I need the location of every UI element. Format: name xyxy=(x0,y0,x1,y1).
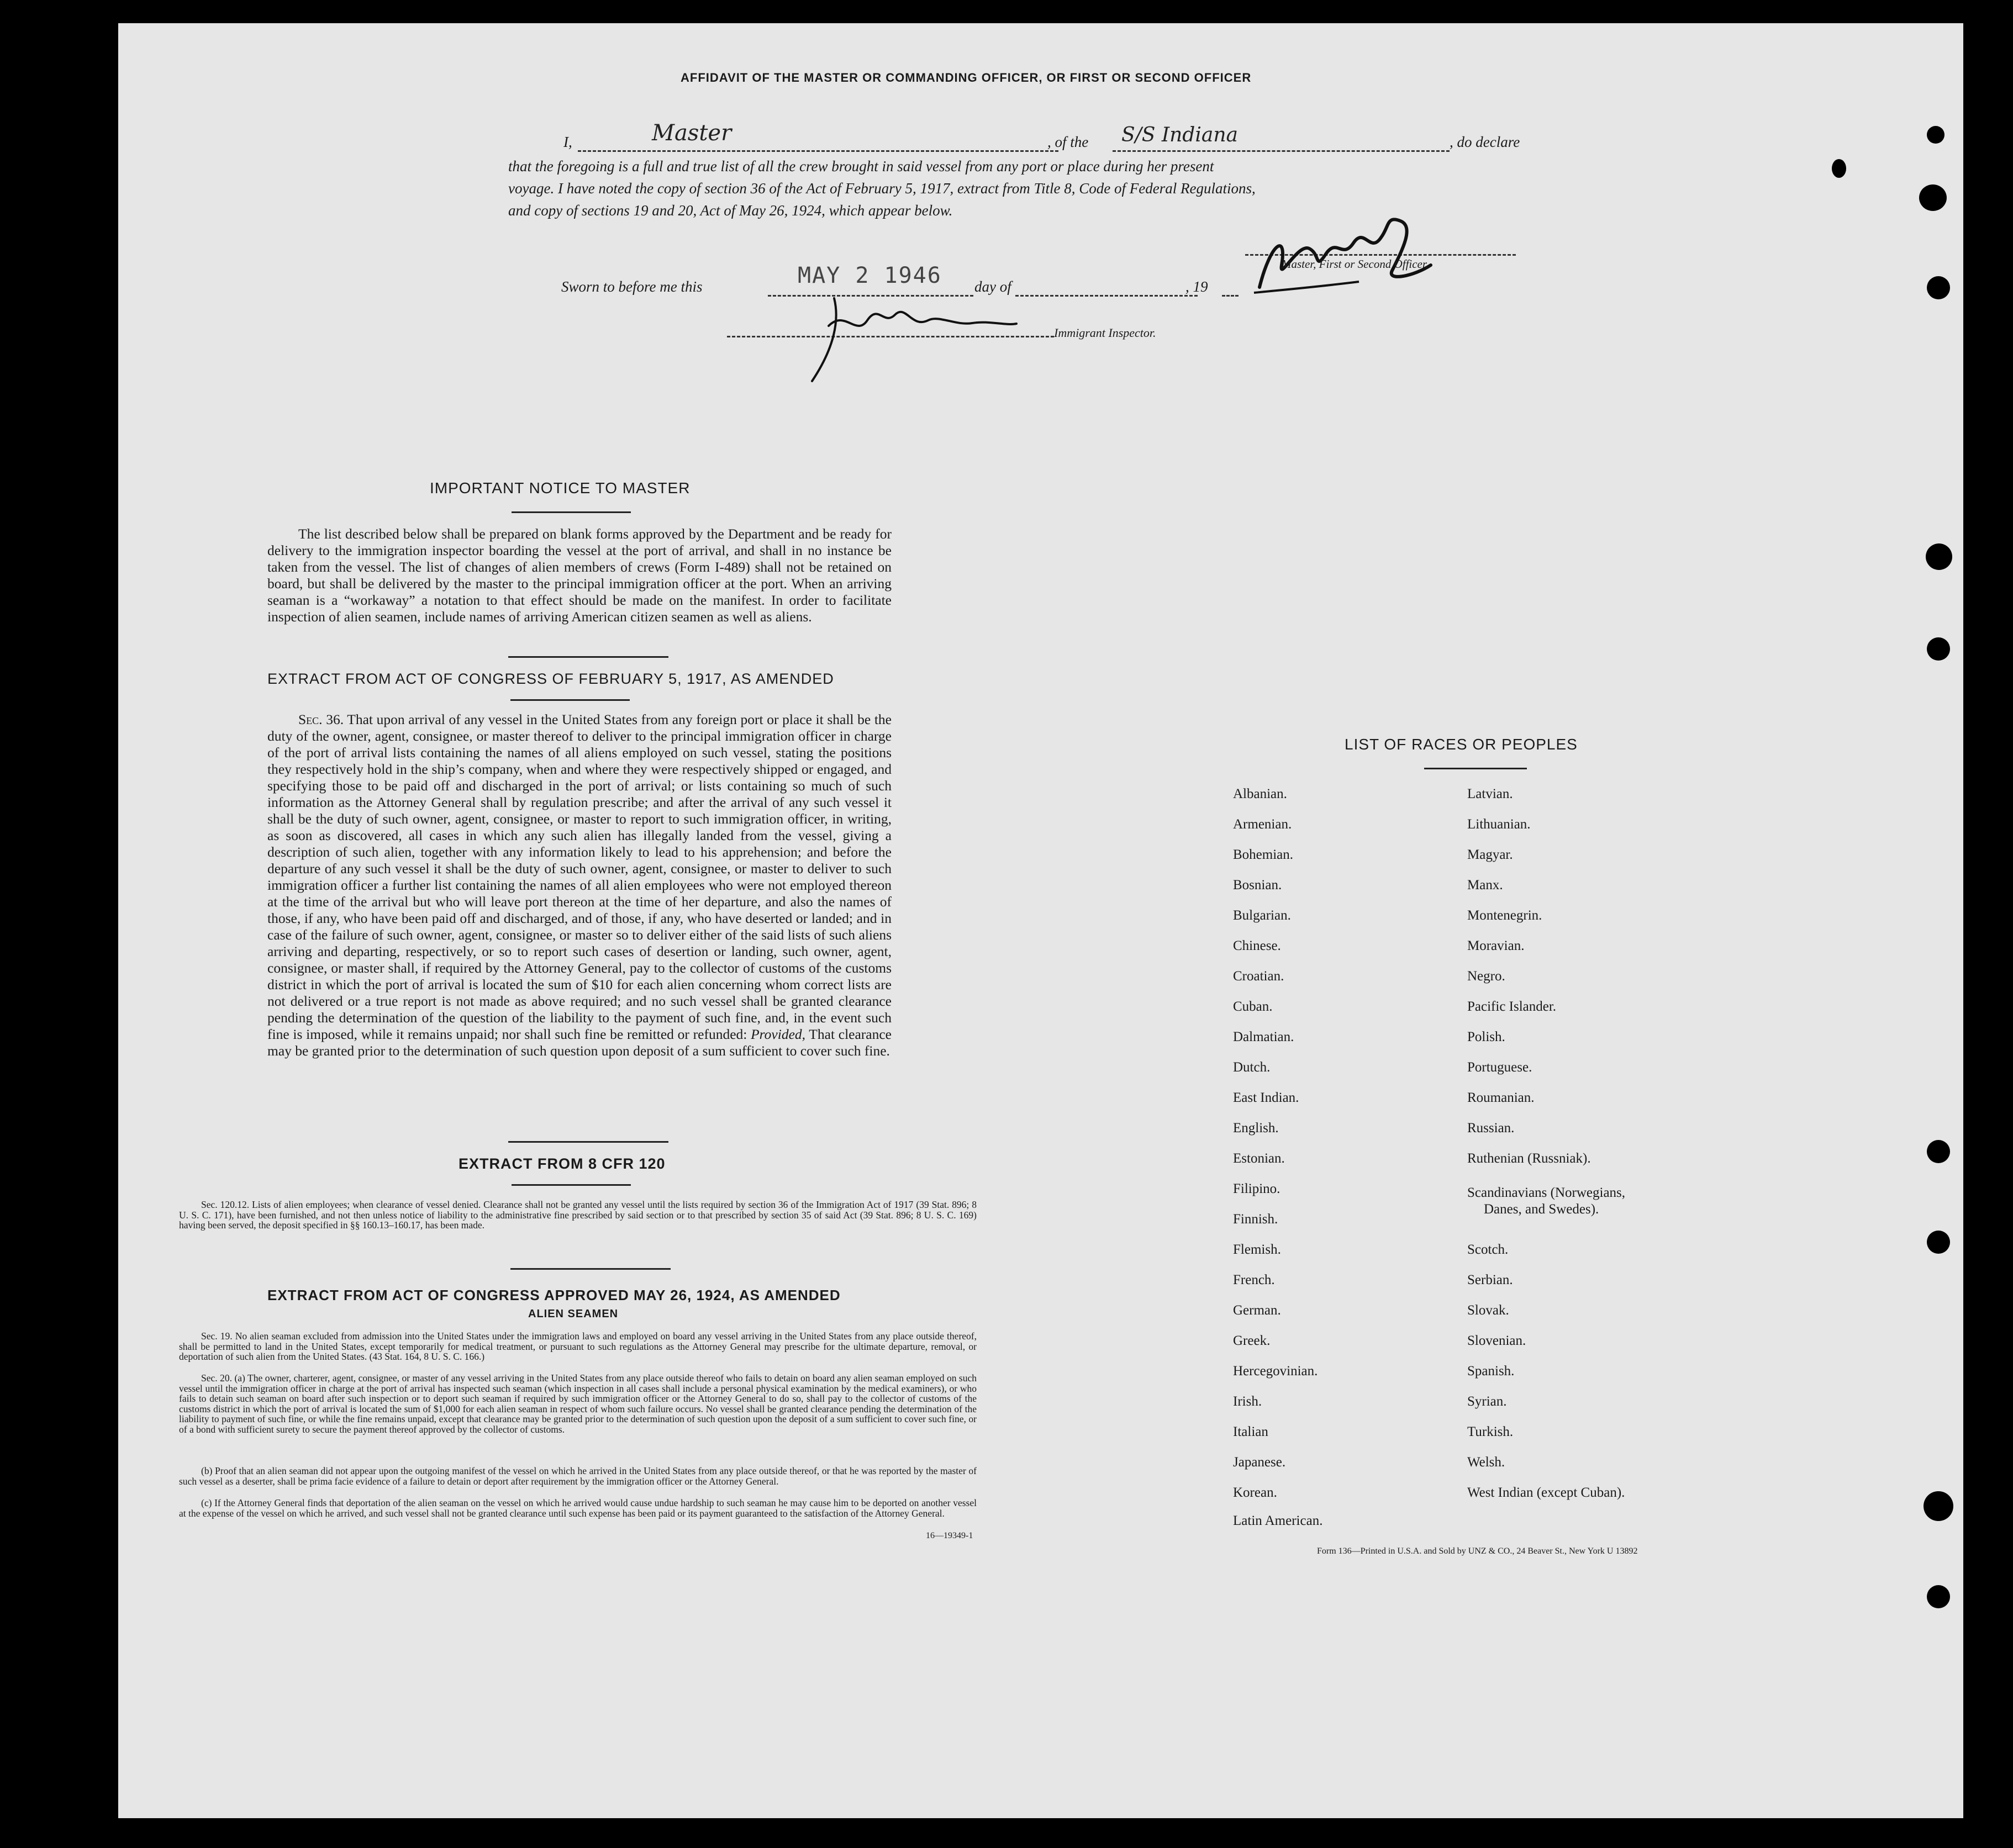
sworn-month-field xyxy=(1015,278,1198,297)
punch-hole xyxy=(1927,1140,1950,1163)
race-left: Hercegovinian. xyxy=(1233,1364,1318,1379)
race-right: Welsh. xyxy=(1467,1455,1505,1470)
race-right: Latvian. xyxy=(1467,786,1513,801)
notice-text: The list described below shall be prepared on blank forms approved by the Department and be ready for delivery to the immigration inspector boarding the vessel at the port of arrival, and shall in no instance be taken from the vessel. The list of changes of alien members of crews (Form I-489) shall not be retained on board, but shall be delivered by the master to the principal immigration officer at the port. When an arriving seaman is a “workaway” a notation to that effect should be made on the manifest. In order to facilitate inspection of alien seamen, include names of arriving American citizen seamen as well as aliens. xyxy=(267,526,892,625)
race-right: Portuguese. xyxy=(1467,1060,1532,1075)
race-right: Slovenian. xyxy=(1467,1333,1526,1348)
race-right: Syrian. xyxy=(1467,1394,1507,1409)
race-right: Roumanian. xyxy=(1467,1090,1535,1105)
alien-seamen-subheading: ALIEN SEAMEN xyxy=(528,1308,619,1320)
punch-hole xyxy=(1832,159,1846,178)
race-right: West Indian (except Cuban). xyxy=(1467,1485,1625,1500)
inspector-signature xyxy=(795,287,1027,387)
cfr-heading: EXTRACT FROM 8 CFR 120 xyxy=(459,1155,666,1172)
race-left: Dalmatian. xyxy=(1233,1029,1294,1044)
race-right: Slovak. xyxy=(1467,1303,1509,1318)
punch-hole xyxy=(1927,276,1950,299)
race-left: Bulgarian. xyxy=(1233,908,1291,923)
race-left: Cuban. xyxy=(1233,999,1273,1014)
race-left: Armenian. xyxy=(1233,817,1292,832)
sworn-year-field xyxy=(1222,278,1239,297)
race-left: Chinese. xyxy=(1233,938,1281,953)
punch-hole xyxy=(1924,1491,1953,1521)
race-right: Scandinavians (Norwegians, xyxy=(1467,1185,1626,1200)
race-right: Negro. xyxy=(1467,969,1505,984)
race-right: Polish. xyxy=(1467,1029,1505,1044)
date-stamp: MAY 2 1946 xyxy=(798,263,942,288)
race-left: Irish. xyxy=(1233,1394,1262,1409)
race-right: Scotch. xyxy=(1467,1242,1509,1257)
affidavit-line-2: that the foregoing is a full and true list of all the crew brought in said vessel from any port or place during her present xyxy=(508,158,1214,175)
section-20c-text: (c) If the Attorney General finds that deportation of the alien seaman on the vessel on which he arrived would cause undue hardship to such seaman he may cause him to be deported on another vessel at the expense of the vessel on which he arrived, and such vessel shall not be granted clearance until such expense has been paid or its payment guaranteed to the satisfaction of the Attorney General. xyxy=(179,1497,977,1519)
divider xyxy=(512,1184,631,1186)
divider xyxy=(510,1268,671,1270)
affidavit-line-3: voyage. I have noted the copy of section 36 of the Act of February 5, 1917, extract from Title 8, Code of Federal Regulations, xyxy=(508,180,1256,197)
divider xyxy=(510,699,630,701)
master-name-handwritten: Master xyxy=(652,120,732,146)
punch-hole xyxy=(1927,126,1945,144)
race-left: Estonian. xyxy=(1233,1151,1285,1166)
punch-hole xyxy=(1927,637,1950,661)
divider xyxy=(508,656,668,658)
race-left: Finnish. xyxy=(1233,1212,1278,1227)
race-left: Flemish. xyxy=(1233,1242,1281,1257)
punch-hole xyxy=(1927,1585,1950,1608)
race-left: Croatian. xyxy=(1233,969,1284,984)
race-left: French. xyxy=(1233,1273,1275,1287)
form-footer: Form 136—Printed in U.S.A. and Sold by UNZ & CO., 24 Beaver St., New York U 13892 xyxy=(1317,1546,1638,1556)
punch-hole xyxy=(1927,1231,1950,1254)
race-right: Turkish. xyxy=(1467,1424,1514,1439)
divider xyxy=(1424,768,1527,769)
cfr-text: Sec. 120.12. Lists of alien employees; when clearance of vessel denied. Clearance shall not be granted any vessel until the lists required by section 36 of the Immigration Act of 1917 (39 Stat. 896; 8 U. S. C. 171), have been furnished, and not then unless notice of liability to the administrative fine prescribed by said section or to that prescribed by section 35 of said Act (39 Stat. 896; 8 U. S. C. 169) having been served, the deposit specified in §§ 160.13–160.17, has been made. xyxy=(179,1199,977,1231)
race-right: Serbian. xyxy=(1467,1273,1513,1287)
race-left: Italian xyxy=(1233,1424,1268,1439)
form-code: 16—19349-1 xyxy=(926,1531,973,1540)
race-right: Ruthenian (Russniak). xyxy=(1467,1151,1591,1166)
sworn-line: Sworn to before me this MAY 2 1946 day of , 19 xyxy=(561,278,1522,300)
race-right: Russian. xyxy=(1467,1121,1515,1136)
extract-1924-heading: EXTRACT FROM ACT OF CONGRESS APPROVED MAY 26, 1924, AS AMENDED xyxy=(267,1287,841,1303)
race-left: Greek. xyxy=(1233,1333,1271,1348)
race-left: Latin American. xyxy=(1233,1513,1323,1528)
races-heading: LIST OF RACES OR PEOPLES xyxy=(1345,736,1578,753)
race-left: East Indian. xyxy=(1233,1090,1299,1105)
affidavit-line-4: and copy of sections 19 and 20, Act of May 26, 1924, which appear below. xyxy=(508,202,953,219)
officer-signature xyxy=(1248,210,1447,298)
race-right: Montenegrin. xyxy=(1467,908,1542,923)
race-right: Lithuanian. xyxy=(1467,817,1531,832)
race-left: English. xyxy=(1233,1121,1279,1136)
section-19-text: Sec. 19. No alien seaman excluded from admission into the United States under the immigration laws and employed on board any vessel arriving in the United States from any place outside thereof, shall be permitted to land in the United States, except temporarily for medical treatment, or pursuant to such regulations as the Attorney General may prescribe for the ultimate departure, removal, or deportation of such alien from the United States. (43 Stat. 164, 8 U. S. C. 166.) xyxy=(179,1330,977,1362)
inspector-label: Immigrant Inspector. xyxy=(1054,326,1156,340)
notice-heading: IMPORTANT NOTICE TO MASTER xyxy=(430,479,691,497)
punch-hole xyxy=(1926,543,1952,570)
race-right: Spanish. xyxy=(1467,1364,1515,1379)
race-left: Bohemian. xyxy=(1233,847,1294,862)
divider xyxy=(512,511,631,513)
race-right: Magyar. xyxy=(1467,847,1513,862)
extract-1917-heading: EXTRACT FROM ACT OF CONGRESS OF FEBRUARY 5, 1917, AS AMENDED xyxy=(267,670,834,687)
race-right: Pacific Islander. xyxy=(1467,999,1557,1014)
section-36-text: Sec. 36. That upon arrival of any vessel in the United States from any foreign port or place it shall be the duty of the owner, agent, consignee, or master thereof to deliver to the principal immigration officer in charge of the port of arrival lists containing the names of all aliens employed on such vessel, stating the positions they respectively hold in the ship’s company, when and where they were respectively shipped or engaged, and specifying those to be paid off and discharged in the port of arrival; or lists containing so much of such information as the Attorney General shall by regulation prescribe; and after the arrival of any such vessel it shall be the duty of such owner, agent, consignee, or master to report to such immigration officer, in writing, as soon as discovered, all cases in which any such alien has illegally landed from the vessel, giving a description of such alien, together with any information likely to lead to his apprehension; and before the departure of any such vessel it shall be the duty of such owner, agent, consignee, or master to deliver to such immigration officer a further list containing the names of all alien employees who were not employed thereon at the time of the arrival but who will leave port thereon at the time of her departure, and also the names of those, if any, who have been paid off and discharged, and of those, if any, who have deserted or landed; and in case of the failure of such owner, agent, consignee, or master so to deliver either of the said lists of such aliens arriving and departing, respectively, or so to report such cases of desertion or landing, such owner, agent, consignee, or master shall, if required by the Attorney General, pay to the collector of customs of the customs district in which the port of arrival is located the sum of $10 for each alien concerning whom correct lists are not delivered or a true report is not made as above required; and no such vessel shall be granted clearance pending the determination of the question of the liability to the payment of such fine, and, in the event such fine is imposed, while it remains unpaid; nor shall such fine be remitted or refunded: Provided, That clearance may be granted prior to the determination of such question upon deposit of a sum sufficient to cover such fine. xyxy=(267,711,892,1059)
race-right: Manx. xyxy=(1467,878,1503,893)
affidavit-line-1: I, Master , of the S/S Indiana , do declare xyxy=(563,134,1547,156)
divider xyxy=(508,1141,668,1143)
race-left: Bosnian. xyxy=(1233,878,1282,893)
race-left: Filipino. xyxy=(1233,1181,1280,1196)
race-left: Korean. xyxy=(1233,1485,1277,1500)
officer-label: Master, First or Second Officer. xyxy=(1282,257,1429,271)
race-right: Moravian. xyxy=(1467,938,1525,953)
race-left: German. xyxy=(1233,1303,1281,1318)
race-left: Albanian. xyxy=(1233,786,1287,801)
affidavit-heading: AFFIDAVIT OF THE MASTER OR COMMANDING OFFICER, OR FIRST OR SECOND OFFICER xyxy=(681,71,1252,85)
vessel-name-handwritten: S/S Indiana xyxy=(1121,124,1238,146)
section-20a-text: Sec. 20. (a) The owner, charterer, agent, consignee, or master of any vessel arriving in the United States from any place outside thereof who fails to detain on board any alien seaman employed on such vessel until the immigration officer in charge at the port of arrival has inspected such seaman (which inspection in all cases shall include a personal physical examination by the medical examiners), or who fails to detain such seaman on board after such inspection or to deport such seaman if required by such immigration officer or the Attorney General to do so, shall pay to the collector of customs of the customs district in which the port of arrival is located the sum of $1,000 for each alien seaman in respect of whom such failure occurs. No vessel shall be granted clearance pending the determination of the liability to payment of such fine, or while the fine remains unpaid, except that clearance may be granted prior to the determination of such question upon the deposit of a sum sufficient to cover such fine, or of a bond with sufficient surety to secure the payment thereof approved by the collector of customs. xyxy=(179,1372,977,1435)
race-left: Japanese. xyxy=(1233,1455,1286,1470)
race-left: Dutch. xyxy=(1233,1060,1271,1075)
master-name-field xyxy=(578,134,1058,152)
section-20b-text: (b) Proof that an alien seaman did not appear upon the outgoing manifest of the vessel on which he arrived in the United States from any place outside thereof, or that he was reported by the master of such vessel as a deserter, shall be prima facie evidence of a failure to detain or deport after requirement by the immigration officer or the Attorney General. xyxy=(179,1465,977,1487)
race-right: Danes, and Swedes). xyxy=(1484,1202,1599,1217)
punch-hole xyxy=(1919,184,1947,211)
